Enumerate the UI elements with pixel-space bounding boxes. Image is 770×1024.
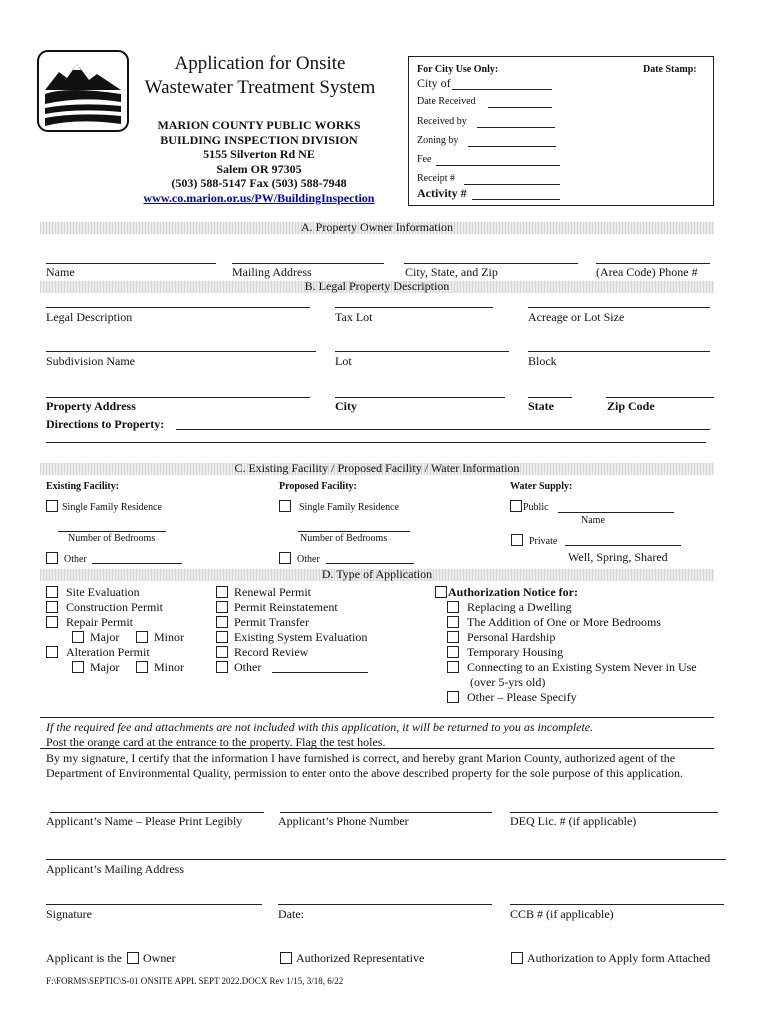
alteration-minor-checkbox[interactable] xyxy=(136,661,148,673)
activity-field[interactable] xyxy=(472,199,560,200)
receipt-label: Receipt # xyxy=(417,173,456,184)
site-evaluation-checkbox[interactable] xyxy=(46,586,58,598)
tax-lot-field[interactable] xyxy=(335,307,493,308)
auth-attached-checkbox[interactable] xyxy=(511,952,523,964)
construction-permit-option[interactable] xyxy=(46,600,163,615)
site-evaluation-option[interactable] xyxy=(46,585,140,600)
auth-other-option[interactable] xyxy=(447,690,577,705)
auth-attached-label: Authorization to Apply form Attached xyxy=(527,951,711,965)
renewal-permit-option[interactable] xyxy=(216,585,311,600)
alteration-permit-checkbox[interactable] xyxy=(46,646,58,658)
applicant-is-row xyxy=(46,951,176,966)
replacing-dwelling-option[interactable] xyxy=(447,600,572,615)
owner-phone-field[interactable] xyxy=(596,263,710,264)
repair-permit-option[interactable] xyxy=(46,615,133,630)
title-line-1: Application for Onsite xyxy=(174,53,346,74)
water-supply-heading: Water Supply: xyxy=(510,481,573,492)
permit-transfer-option[interactable] xyxy=(216,615,309,630)
zoning-by-field[interactable] xyxy=(468,146,556,147)
existing-other-option[interactable] xyxy=(46,552,87,565)
authorized-rep-label: Authorized Representative xyxy=(296,951,425,965)
over-5-years-note: (over 5-yrs old) xyxy=(470,675,546,689)
auth-other-label: Other – Please Specify xyxy=(467,690,577,704)
existing-other-label: Other xyxy=(64,554,87,565)
additional-bedrooms-label: The Addition of One or More Bedrooms xyxy=(467,615,661,629)
authorized-rep-checkbox[interactable] xyxy=(280,952,292,964)
proposed-sfr-label: Single Family Residence xyxy=(299,502,399,513)
public-water-field[interactable] xyxy=(558,512,674,513)
auth-other-checkbox[interactable] xyxy=(447,691,459,703)
repair-major-checkbox[interactable] xyxy=(72,631,84,643)
block-label: Block xyxy=(528,354,557,368)
subdivision-field[interactable] xyxy=(46,351,316,352)
auth-notice-option[interactable] xyxy=(435,585,578,600)
proposed-sfr-checkbox[interactable] xyxy=(279,500,291,512)
auth-attached-option[interactable] xyxy=(511,951,710,966)
date-field[interactable] xyxy=(278,904,492,905)
received-by-field[interactable] xyxy=(477,127,555,128)
divider-top xyxy=(40,717,714,718)
permit-reinstatement-option[interactable] xyxy=(216,600,338,615)
agency-block xyxy=(130,118,388,206)
proposed-other-option[interactable] xyxy=(279,552,320,565)
type-other-option[interactable] xyxy=(216,660,261,675)
fee-field[interactable] xyxy=(436,165,560,166)
division-name: BUILDING INSPECTION DIVISION xyxy=(160,132,358,147)
zoning-by-label: Zoning by xyxy=(417,135,459,146)
owner-label: Owner xyxy=(142,951,176,965)
repair-major-option[interactable] xyxy=(72,630,119,645)
public-water-option[interactable] xyxy=(510,500,549,513)
type-other-label: Other xyxy=(234,660,262,674)
property-state-field[interactable] xyxy=(528,397,572,398)
footer-file-path: F:\FORMS\SEPTIC\S-01 ONSITE APPL SEPT 2022.DOCX Rev 1/15, 3/18, 6/22 xyxy=(46,976,344,986)
record-review-label: Record Review xyxy=(234,645,309,659)
public-water-label: Public xyxy=(523,502,549,513)
owner-mailing-field[interactable] xyxy=(232,263,384,264)
street-address: 5155 Silverton Rd NE xyxy=(203,147,315,162)
legal-description-label: Legal Description xyxy=(46,310,133,324)
agency-name: MARION COUNTY PUBLIC WORKS xyxy=(157,118,361,132)
property-address-field[interactable] xyxy=(46,397,310,398)
property-address-label: Property Address xyxy=(46,399,136,413)
public-water-checkbox[interactable] xyxy=(510,500,522,512)
existing-system-evaluation-label: Existing System Evaluation xyxy=(234,630,368,644)
existing-sfr-option[interactable] xyxy=(46,500,162,513)
existing-system-evaluation-checkbox[interactable] xyxy=(216,631,228,643)
certification-line-1: By my signature, I certify that the information I have furnished is correct, and hereby grant Marion County, authorized agent of the xyxy=(46,751,676,765)
acreage-label: Acreage or Lot Size xyxy=(528,310,625,324)
type-other-checkbox[interactable] xyxy=(216,661,228,673)
permit-transfer-label: Permit Transfer xyxy=(234,615,309,629)
applicant-name-label: Applicant’s Name – Please Print Legibly xyxy=(46,814,243,828)
property-state-label: State xyxy=(528,399,554,413)
personal-hardship-label: Personal Hardship xyxy=(467,630,556,644)
renewal-permit-checkbox[interactable] xyxy=(216,586,228,598)
alteration-minor-label: Minor xyxy=(154,660,184,674)
site-evaluation-label: Site Evaluation xyxy=(66,585,140,599)
proposed-other-label: Other xyxy=(297,554,320,565)
date-received-field[interactable] xyxy=(488,107,552,108)
applicant-is-label: Applicant is the xyxy=(46,951,122,965)
permit-transfer-checkbox[interactable] xyxy=(216,616,228,628)
temporary-housing-checkbox[interactable] xyxy=(447,646,459,658)
permit-reinstatement-label: Permit Reinstatement xyxy=(234,600,338,614)
owner-city-label: City, State, and Zip xyxy=(405,265,498,279)
existing-sfr-label: Single Family Residence xyxy=(62,502,162,513)
alteration-major-checkbox[interactable] xyxy=(72,661,84,673)
fee-label: Fee xyxy=(417,154,432,165)
phone-fax: (503) 588-5147 Fax (503) 588-7948 xyxy=(171,176,347,191)
additional-bedrooms-checkbox[interactable] xyxy=(447,616,459,628)
proposed-other-field[interactable] xyxy=(326,563,414,564)
private-water-desc: Well, Spring, Shared xyxy=(568,550,668,564)
applicant-mailing-field[interactable] xyxy=(46,859,726,860)
private-water-field[interactable] xyxy=(565,545,681,546)
date-label: Date: xyxy=(278,907,304,921)
received-by-label: Received by xyxy=(417,116,467,127)
authorized-rep-option[interactable] xyxy=(280,951,424,966)
repair-major-label: Major xyxy=(90,630,120,644)
property-city-field[interactable] xyxy=(335,397,505,398)
owner-checkbox[interactable] xyxy=(127,952,139,964)
city-of-label: City of xyxy=(417,76,451,90)
proposed-bedrooms-field[interactable] xyxy=(298,531,410,532)
owner-name-label: Name xyxy=(46,265,75,279)
section-b-title: B. Legal Property Description xyxy=(304,279,450,293)
applicant-phone-label: Applicant’s Phone Number xyxy=(278,814,409,828)
existing-bedrooms-field[interactable] xyxy=(58,531,166,532)
existing-sfr-checkbox[interactable] xyxy=(46,500,58,512)
block-field[interactable] xyxy=(528,351,710,352)
divider-bottom xyxy=(40,748,714,749)
existing-facility-heading: Existing Facility: xyxy=(46,481,120,492)
repair-minor-checkbox[interactable] xyxy=(136,631,148,643)
property-zip-label: Zip Code xyxy=(607,399,655,413)
private-water-checkbox[interactable] xyxy=(511,534,523,546)
form-title xyxy=(136,52,384,100)
alteration-major-label: Major xyxy=(90,660,120,674)
alteration-permit-label: Alteration Permit xyxy=(66,645,150,659)
renewal-permit-label: Renewal Permit xyxy=(234,585,311,599)
owner-mailing-label: Mailing Address xyxy=(232,265,312,279)
alteration-major-option[interactable] xyxy=(72,660,119,675)
legal-description-field[interactable] xyxy=(46,307,310,308)
acreage-field[interactable] xyxy=(528,307,710,308)
city-address: Salem OR 97305 xyxy=(216,161,302,176)
additional-bedrooms-option[interactable] xyxy=(447,615,661,630)
tax-lot-label: Tax Lot xyxy=(335,310,373,324)
date-received-label: Date Received xyxy=(417,96,476,107)
section-a-title: A. Property Owner Information xyxy=(301,220,453,234)
construction-permit-label: Construction Permit xyxy=(66,600,163,614)
type-other-field[interactable] xyxy=(272,672,368,673)
applicant-name-field[interactable] xyxy=(50,812,264,813)
existing-other-field[interactable] xyxy=(92,563,182,564)
applicant-mailing-label: Applicant’s Mailing Address xyxy=(46,862,184,876)
ccb-field[interactable] xyxy=(510,904,724,905)
public-water-name-label: Name xyxy=(581,515,605,526)
signature-field[interactable] xyxy=(46,904,262,905)
temporary-housing-option[interactable] xyxy=(447,645,563,660)
proposed-facility-heading: Proposed Facility: xyxy=(279,481,357,492)
applicant-phone-field[interactable] xyxy=(280,812,492,813)
proposed-other-checkbox[interactable] xyxy=(279,552,291,564)
date-stamp-label: Date Stamp: xyxy=(643,64,697,75)
title-line-2: Wastewater Treatment System xyxy=(144,77,376,98)
connecting-existing-option[interactable] xyxy=(447,660,697,675)
permit-reinstatement-checkbox[interactable] xyxy=(216,601,228,613)
personal-hardship-option[interactable] xyxy=(447,630,555,645)
directions-field-2[interactable] xyxy=(46,442,706,443)
county-logo xyxy=(37,50,129,132)
auth-notice-heading: Authorization Notice for: xyxy=(448,585,578,599)
personal-hardship-checkbox[interactable] xyxy=(447,631,459,643)
section-c-title: C. Existing Facility / Proposed Facility / Water Information xyxy=(234,461,520,475)
owner-phone-label: (Area Code) Phone # xyxy=(596,265,698,279)
existing-system-evaluation-option[interactable] xyxy=(216,630,367,645)
repair-permit-label: Repair Permit xyxy=(66,615,133,629)
property-city-label: City xyxy=(335,399,357,413)
replacing-dwelling-label: Replacing a Dwelling xyxy=(467,600,572,614)
repair-minor-option[interactable] xyxy=(136,630,184,645)
activity-label: Activity # xyxy=(417,186,467,200)
record-review-option[interactable] xyxy=(216,645,308,660)
city-of-field[interactable] xyxy=(452,89,552,90)
temporary-housing-label: Temporary Housing xyxy=(467,645,564,659)
receipt-field[interactable] xyxy=(464,184,560,185)
replacing-dwelling-checkbox[interactable] xyxy=(447,601,459,613)
existing-bedrooms-label: Number of Bedrooms xyxy=(68,533,156,544)
lot-field[interactable] xyxy=(335,351,509,352)
auth-notice-checkbox[interactable] xyxy=(435,586,447,598)
owner-name-field[interactable] xyxy=(46,263,216,264)
connecting-existing-label: Connecting to an Existing System Never in Use xyxy=(467,660,697,674)
existing-other-checkbox[interactable] xyxy=(46,552,58,564)
proposed-sfr-option[interactable] xyxy=(279,500,399,513)
owner-city-field[interactable] xyxy=(404,263,578,264)
repair-minor-label: Minor xyxy=(154,630,184,644)
website-link[interactable]: www.co.marion.or.us/PW/BuildingInspection xyxy=(143,190,375,205)
record-review-checkbox[interactable] xyxy=(216,646,228,658)
deq-license-label: DEQ Lic. # (if applicable) xyxy=(510,814,637,828)
property-zip-field[interactable] xyxy=(606,397,714,398)
lot-label: Lot xyxy=(335,354,352,368)
fee-notice: If the required fee and attachments are not included with this application, it will be returned to you as incomplete. xyxy=(46,720,594,734)
subdivision-label: Subdivision Name xyxy=(46,354,135,368)
orange-card-notice: Post the orange card at the entrance to the property. Flag the test holes. xyxy=(46,735,386,749)
construction-permit-checkbox[interactable] xyxy=(46,601,58,613)
directions-label: Directions to Property: xyxy=(46,417,165,431)
deq-license-field[interactable] xyxy=(510,812,718,813)
section-d-title: D. Type of Application xyxy=(321,567,433,581)
alteration-permit-option[interactable] xyxy=(46,645,150,660)
repair-permit-checkbox[interactable] xyxy=(46,616,58,628)
proposed-bedrooms-label: Number of Bedrooms xyxy=(300,533,388,544)
ccb-label: CCB # (if applicable) xyxy=(510,907,614,921)
connecting-existing-checkbox[interactable] xyxy=(447,661,459,673)
private-water-option[interactable] xyxy=(511,534,557,547)
signature-label: Signature xyxy=(46,907,92,921)
city-use-heading: For City Use Only: xyxy=(417,64,499,75)
certification-line-2: Department of Environmental Quality, permission to enter onto the above described property for the sole purpose of this application. xyxy=(46,766,684,780)
private-water-label: Private xyxy=(529,536,558,547)
alteration-minor-option[interactable] xyxy=(136,660,184,675)
directions-field-1[interactable] xyxy=(176,429,710,430)
